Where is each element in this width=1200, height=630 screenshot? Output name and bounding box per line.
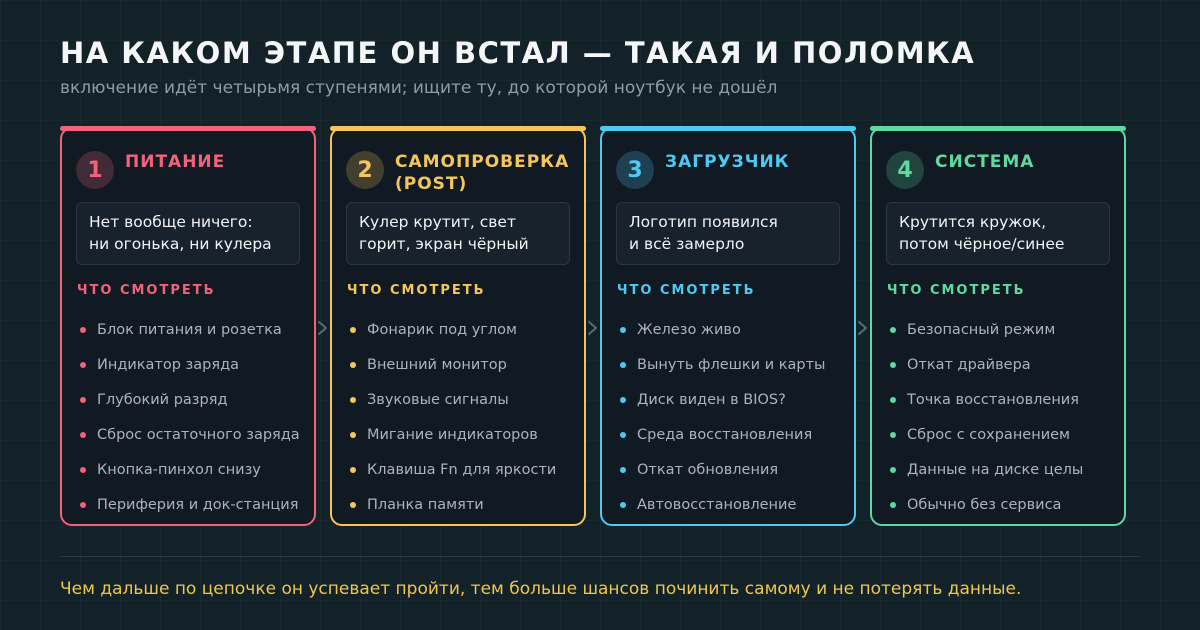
stage-symptom: Крутится кружок, потом чёрное/синее: [886, 202, 1110, 265]
bullet-icon: [890, 502, 896, 508]
stage-number-badge: 2: [346, 151, 384, 189]
checklist-item-label: Внешний монитор: [367, 356, 507, 373]
checklist-item: [620, 487, 825, 522]
checklist: [620, 312, 825, 522]
checklist-item: [80, 347, 300, 382]
checklist-item: [890, 347, 1083, 382]
footer-divider: [60, 556, 1140, 557]
checklist-item-label: Железо живо: [637, 321, 741, 338]
checklist-item-label: Автовосстановление: [637, 496, 797, 513]
checklist-item-label: Точка восстановления: [907, 391, 1079, 408]
stage-title: САМОПРОВЕРКА (POST): [395, 152, 570, 194]
checklist-item: [620, 347, 825, 382]
checklist-label: ЧТО СМОТРЕТЬ: [77, 283, 216, 298]
checklist-item-label: Откат обновления: [637, 461, 779, 478]
stage-title: ЗАГРУЗЧИК: [665, 152, 790, 172]
bullet-icon: [350, 327, 356, 333]
checklist-item: [890, 487, 1083, 522]
checklist: [350, 312, 556, 522]
bullet-icon: [620, 502, 626, 508]
bullet-icon: [620, 397, 626, 403]
stage-card-post: [330, 127, 586, 526]
checklist-item: [890, 382, 1083, 417]
bullet-icon: [620, 467, 626, 473]
bullet-icon: [890, 397, 896, 403]
stage-accent-bar: [330, 126, 586, 131]
checklist-item-label: Сброс остаточного заряда: [97, 426, 300, 443]
checklist-item-label: Откат драйвера: [907, 356, 1031, 373]
checklist-item: [890, 312, 1083, 347]
checklist-item-label: Планка памяти: [367, 496, 484, 513]
page-title: НА КАКОМ ЭТАПЕ ОН ВСТАЛ — ТАКАЯ И ПОЛОМКА: [60, 36, 976, 70]
stage-number-badge: 4: [886, 151, 924, 189]
checklist-item: [350, 382, 556, 417]
stage-symptom: Нет вообще ничего: ни огонька, ни кулера: [76, 202, 300, 265]
bullet-icon: [80, 432, 86, 438]
bullet-icon: [890, 362, 896, 368]
stage-accent-bar: [60, 126, 316, 131]
checklist-item: [620, 382, 825, 417]
checklist-label: ЧТО СМОТРЕТЬ: [887, 283, 1026, 298]
checklist: [80, 312, 300, 522]
checklist-item-label: Данные на диске целы: [907, 461, 1084, 478]
checklist-item-label: Среда восстановления: [637, 426, 813, 443]
stage-card-bootloader: [600, 127, 856, 526]
bullet-icon: [80, 467, 86, 473]
bullet-icon: [350, 467, 356, 473]
stage-accent-bar: [600, 126, 856, 131]
stage-card-power: [60, 127, 316, 526]
checklist-item: [80, 487, 300, 522]
checklist-item: [620, 417, 825, 452]
checklist-item-label: Клавиша Fn для яркости: [367, 461, 557, 478]
stage-title: ПИТАНИЕ: [125, 152, 226, 172]
bullet-icon: [890, 327, 896, 333]
checklist-item: [80, 312, 300, 347]
checklist-item: [350, 452, 556, 487]
checklist-item: [80, 417, 300, 452]
stage-title: СИСТЕМА: [935, 152, 1035, 172]
bullet-icon: [80, 327, 86, 333]
stage-number-badge: 1: [76, 151, 114, 189]
bullet-icon: [890, 467, 896, 473]
checklist-item: [890, 452, 1083, 487]
chevron-right-icon: [316, 318, 330, 338]
bullet-icon: [620, 362, 626, 368]
checklist-item-label: Блок питания и розетка: [97, 321, 282, 338]
checklist-item: [890, 417, 1083, 452]
checklist-item-label: Вынуть флешки и карты: [637, 356, 826, 373]
checklist-item: [350, 487, 556, 522]
checklist-item: [350, 347, 556, 382]
checklist-item-label: Периферия и док-станция: [97, 496, 299, 513]
checklist-item: [350, 417, 556, 452]
stage-symptom: Логотип появился и всё замерло: [616, 202, 840, 265]
checklist-item-label: Безопасный режим: [907, 321, 1056, 338]
checklist-label: ЧТО СМОТРЕТЬ: [347, 283, 486, 298]
checklist-item-label: Диск виден в BIOS?: [637, 391, 786, 408]
chevron-right-icon: [856, 318, 870, 338]
checklist-item-label: Сброс с сохранением: [907, 426, 1070, 443]
bullet-icon: [350, 502, 356, 508]
bullet-icon: [80, 397, 86, 403]
bullet-icon: [620, 432, 626, 438]
checklist-item: [350, 312, 556, 347]
bullet-icon: [350, 432, 356, 438]
checklist: [890, 312, 1083, 522]
stage-symptom: Кулер крутит, свет горит, экран чёрный: [346, 202, 570, 265]
bullet-icon: [80, 502, 86, 508]
stage-number-badge: 3: [616, 151, 654, 189]
footer-note: Чем дальше по цепочке он успевает пройти, тем больше шансов починить самому и не потерять данные.: [60, 579, 1022, 599]
checklist-item: [620, 452, 825, 487]
checklist-item-label: Индикатор заряда: [97, 356, 239, 373]
checklist-item: [80, 452, 300, 487]
checklist-item-label: Фонарик под углом: [367, 321, 517, 338]
checklist-item-label: Звуковые сигналы: [367, 391, 509, 408]
checklist-label: ЧТО СМОТРЕТЬ: [617, 283, 756, 298]
bullet-icon: [350, 362, 356, 368]
stage-accent-bar: [870, 126, 1126, 131]
page-subtitle: включение идёт четырьмя ступенями; ищите ту, до которой ноутбук не дошёл: [60, 78, 778, 98]
checklist-item-label: Кнопка-пинхол снизу: [97, 461, 261, 478]
bullet-icon: [80, 362, 86, 368]
checklist-item-label: Глубокий разряд: [97, 391, 228, 408]
bullet-icon: [620, 327, 626, 333]
bullet-icon: [890, 432, 896, 438]
checklist-item: [620, 312, 825, 347]
stage-card-system: [870, 127, 1126, 526]
chevron-right-icon: [586, 318, 600, 338]
bullet-icon: [350, 397, 356, 403]
checklist-item-label: Мигание индикаторов: [367, 426, 538, 443]
checklist-item: [80, 382, 300, 417]
checklist-item-label: Обычно без сервиса: [907, 496, 1062, 513]
